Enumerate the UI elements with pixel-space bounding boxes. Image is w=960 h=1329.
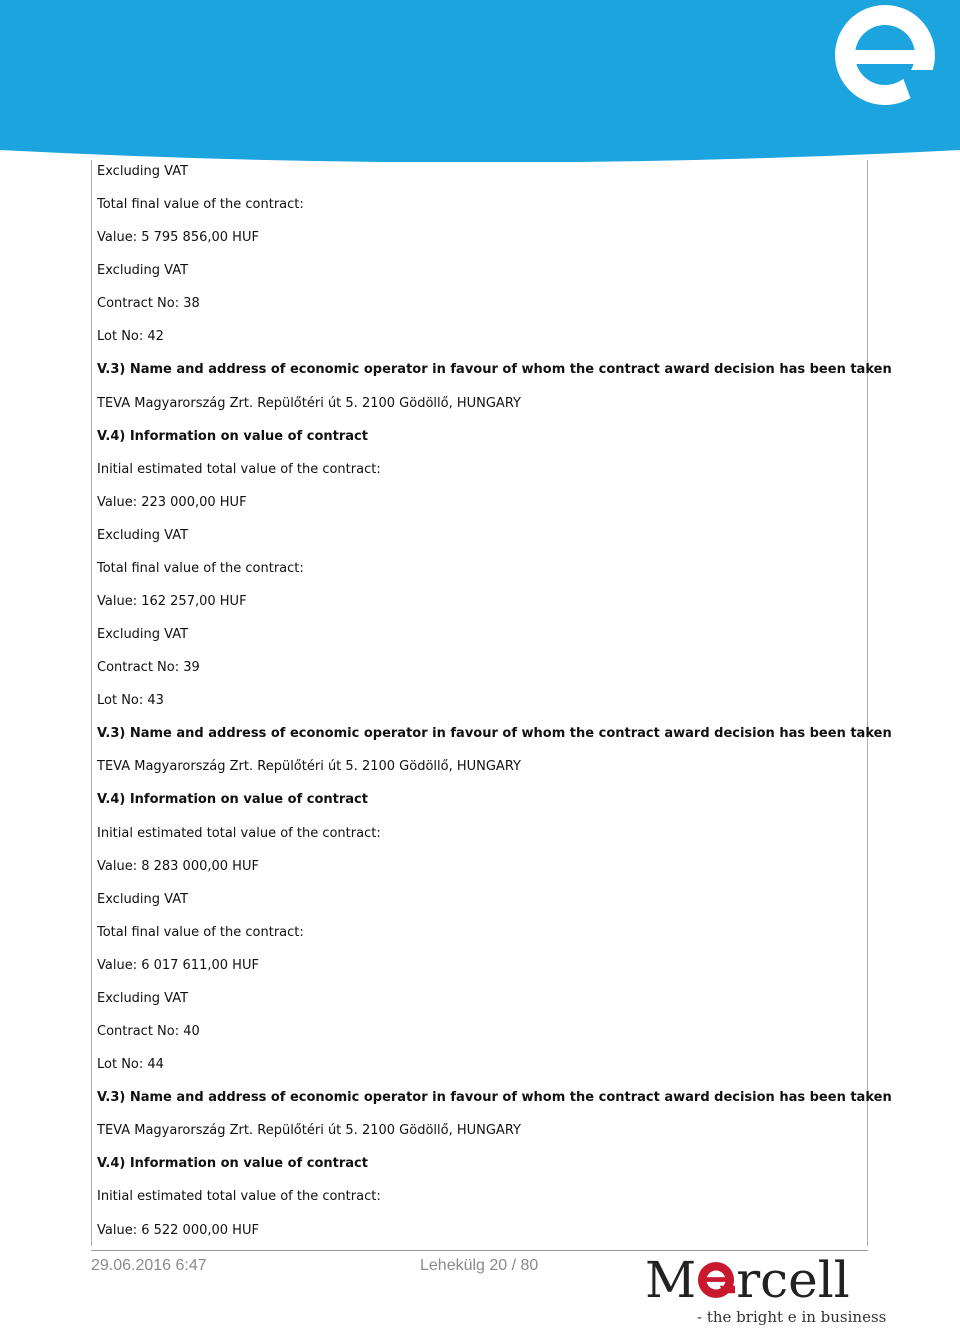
text-line: Value: 162 257,00 HUF [97,594,247,610]
section-heading: V.3) Name and address of economic operator in favour of whom the contract award decision has been taken [97,362,892,378]
section-heading: V.4) Information on value of contract [97,428,368,444]
text-line: Total final value of the contract: [97,560,304,576]
text-line: Contract No: 38 [97,296,200,312]
text-line: TEVA Magyarország Zrt. Repülőtéri út 5. 2100 Gödöllő, HUNGARY [97,759,521,775]
logo-tagline: - the bright e in business [697,1308,887,1326]
text-line: Lot No: 44 [97,1057,164,1073]
text-line: Initial estimated total value of the contract: [97,1189,381,1205]
text-line: Value: 6 522 000,00 HUF [97,1222,259,1238]
footer-page-number: Lehekülg 20 / 80 [420,1257,539,1274]
section-heading: V.4) Information on value of contract [97,1156,368,1172]
text-line: Initial estimated total value of the contract: [97,825,381,841]
text-line: Lot No: 42 [97,329,164,345]
text-line: TEVA Magyarország Zrt. Repülőtéri út 5. 2100 Gödöllő, HUNGARY [97,395,521,411]
text-line: Lot No: 43 [97,693,164,709]
text-line: Value: 8 283 000,00 HUF [97,858,259,874]
footer-date: 29.06.2016 6:47 [91,1257,207,1274]
marcell-logo [645,1251,887,1326]
text-line: Initial estimated total value of the contract: [97,461,381,477]
text-line: Excluding VAT [97,990,189,1006]
logo-wordmark [645,1251,850,1309]
section-heading: V.3) Name and address of economic operator in favour of whom the contract award decision has been taken [97,1090,892,1106]
text-line: Contract No: 39 [97,660,200,676]
section-heading: V.4) Information on value of contract [97,792,368,808]
text-line: Contract No: 40 [97,1024,200,1040]
logo-word-left: M [645,1251,697,1309]
text-line: Excluding VAT [97,164,189,179]
text-line: Excluding VAT [97,527,189,543]
text-line: Value: 6 017 611,00 HUF [97,957,259,973]
red-e-circle-icon [697,1261,735,1299]
header-band [0,0,960,162]
text-line: Total final value of the contract: [97,197,304,213]
section-heading: V.3) Name and address of economic operator in favour of whom the contract award decision has been taken [97,726,892,742]
text-line: Value: 5 795 856,00 HUF [97,230,259,246]
text-line: Excluding VAT [97,263,189,279]
text-line: Total final value of the contract: [97,924,304,940]
header-graphic [0,0,960,162]
logo-word-right: rcell [736,1251,850,1309]
text-line: Excluding VAT [97,627,189,643]
text-line: Excluding VAT [97,891,189,907]
text-line: Value: 223 000,00 HUF [97,494,247,510]
text-line: TEVA Magyarország Zrt. Repülőtéri út 5. 2100 Gödöllő, HUNGARY [97,1123,521,1139]
document-body [97,161,892,1253]
